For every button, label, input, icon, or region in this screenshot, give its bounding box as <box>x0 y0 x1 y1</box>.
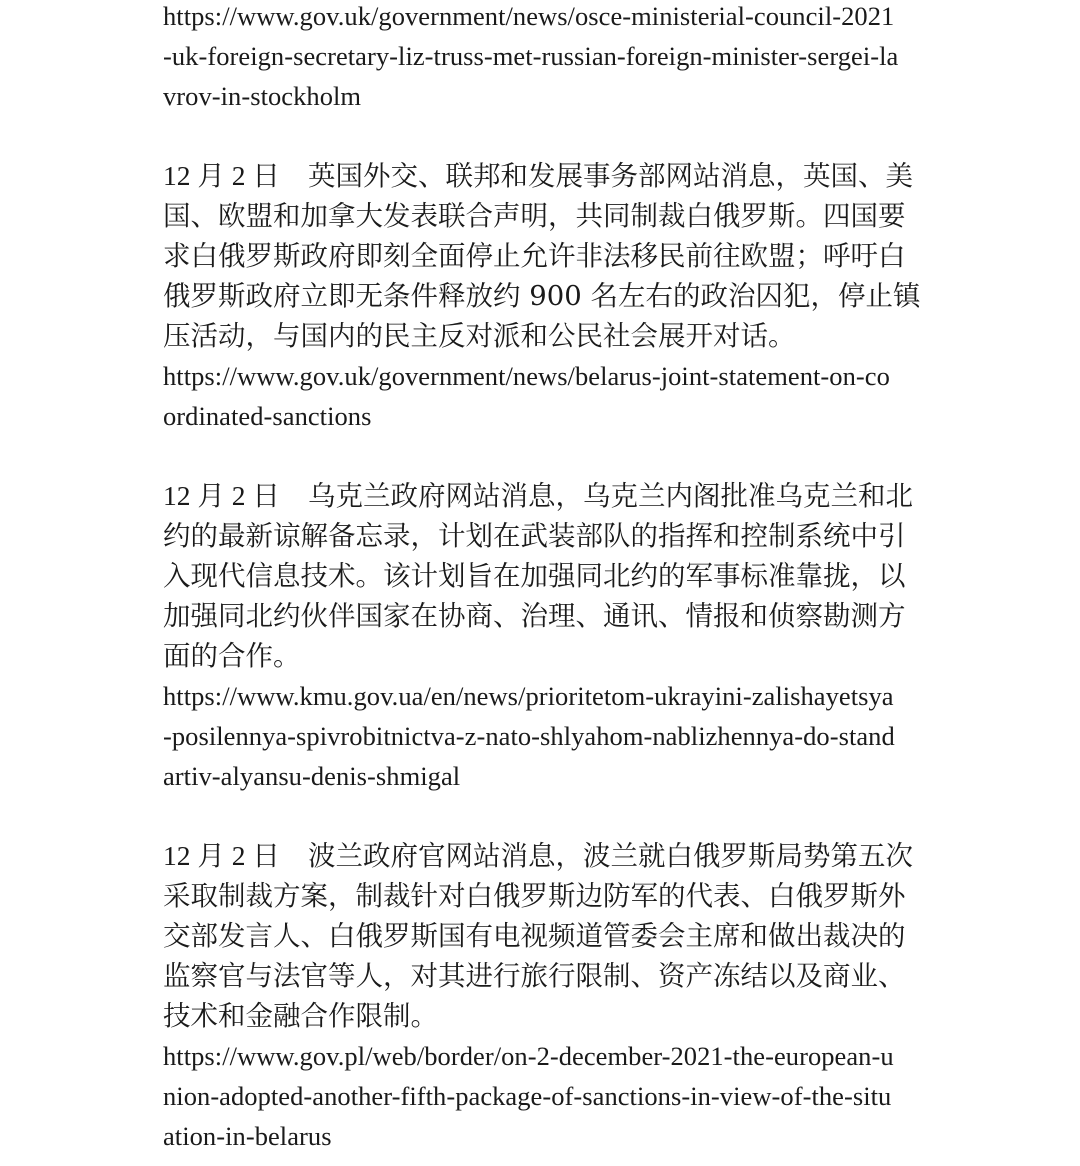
intro-url[interactable] <box>163 0 923 116</box>
entry-text-line: 乌克兰政府网站消息，乌克兰内阁批准乌克兰和北 <box>308 480 913 512</box>
url-line: -uk-foreign-secretary-liz-truss-met-russian-foreign-minister-sergei-la <box>163 41 899 71</box>
entry-first-line <box>163 476 923 516</box>
news-entry <box>163 156 923 436</box>
entry-text-line: 约的最新谅解备忘录，计划在武装部队的指挥和控制系统中引 <box>163 520 906 552</box>
url-line: nion-adopted-another-fifth-package-of-sanctions-in-view-of-the-situ <box>163 1081 892 1111</box>
entry-text-line: 英国外交、联邦和发展事务部网站消息，英国、美 <box>308 160 913 192</box>
entry-url[interactable] <box>163 676 923 796</box>
paragraph-gap <box>163 796 923 836</box>
url-line: -posilennya-spivrobitnictva-z-nato-shlyahom-nablizhennya-do-stand <box>163 721 895 751</box>
entry-text-line: 采取制裁方案，制裁针对白俄罗斯边防军的代表、白俄罗斯外 <box>163 880 906 912</box>
url-line: https://www.kmu.gov.ua/en/news/prioritetom-ukrayini-zalishayetsya <box>163 681 894 711</box>
entry-date: 12 月 2 日 <box>163 160 280 191</box>
entry-text-line: 加强同北约伙伴国家在协商、治理、通讯、情报和侦察勘测方 <box>163 600 906 632</box>
url-line: https://www.gov.pl/web/border/on-2-december-2021-the-european-u <box>163 1041 894 1071</box>
paragraph-gap <box>163 436 923 476</box>
entry-text-line: 压活动，与国内的民主反对派和公民社会展开对话。 <box>163 320 796 352</box>
document-body <box>163 0 923 1156</box>
entry-text-line: 波兰政府官网站消息，波兰就白俄罗斯局势第五次 <box>308 840 913 872</box>
entry-url[interactable] <box>163 1036 923 1156</box>
entry-text-line: 技术和金融合作限制。 <box>163 1000 438 1032</box>
entry-text-line: 国、欧盟和加拿大发表联合声明，共同制裁白俄罗斯。四国要 <box>163 200 906 232</box>
news-entry <box>163 836 923 1156</box>
url-line: artiv-alyansu-denis-shmigal <box>163 761 461 791</box>
entry-date: 12 月 2 日 <box>163 480 280 511</box>
entry-first-line <box>163 836 923 876</box>
paragraph-gap <box>163 116 923 156</box>
entry-url[interactable] <box>163 356 923 436</box>
url-line: ordinated-sanctions <box>163 401 372 431</box>
entry-text-line: 入现代信息技术。该计划旨在加强同北约的军事标准靠拢，以 <box>163 560 906 592</box>
url-line: vrov-in-stockholm <box>163 81 362 111</box>
entry-text-line: 俄罗斯政府立即无条件释放约 900 名左右的政治囚犯，停止镇 <box>163 280 921 312</box>
entry-text-line: 面的合作。 <box>163 640 301 672</box>
entry-text-line: 交部发言人、白俄罗斯国有电视频道管委会主席和做出裁决的 <box>163 920 906 952</box>
entry-first-line <box>163 156 923 196</box>
news-entry <box>163 476 923 796</box>
entry-text-line: 求白俄罗斯政府即刻全面停止允许非法移民前往欧盟；呼吁白 <box>163 240 906 272</box>
url-line: https://www.gov.uk/government/news/osce-ministerial-council-2021 <box>163 1 895 31</box>
url-line: https://www.gov.uk/government/news/belarus-joint-statement-on-co <box>163 361 890 391</box>
entry-text-line: 监察官与法官等人，对其进行旅行限制、资产冻结以及商业、 <box>163 960 906 992</box>
url-line: ation-in-belarus <box>163 1121 332 1151</box>
entry-date: 12 月 2 日 <box>163 840 280 871</box>
